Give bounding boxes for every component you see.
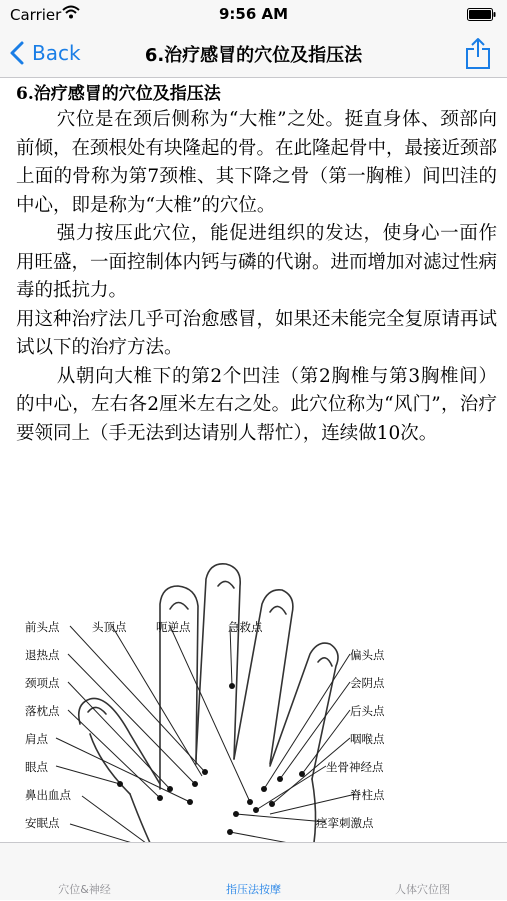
tab-label: 穴位&神经	[58, 883, 111, 896]
acupoint-label: 咽喉点	[350, 732, 385, 746]
status-bar	[0, 0, 507, 30]
acupoint-label: 急救点	[228, 620, 263, 634]
article-content[interactable]	[0, 78, 507, 842]
acupoint-label: 安眠点	[25, 816, 60, 830]
acupoint-label: 颈项点	[25, 676, 60, 690]
article-body	[0, 78, 507, 448]
tab-bar	[0, 842, 507, 900]
acupoint-label: 坐骨神经点	[326, 760, 384, 774]
page-title: 6.治疗感冒的穴位及指压法	[144, 45, 363, 66]
acupoint-label: 后头点	[350, 704, 385, 718]
acupoint-label: 鼻出血点	[25, 788, 71, 802]
acupoint-label: 脊柱点	[350, 788, 385, 802]
article-paragraph: 用这种治疗法几乎可治愈感冒，如果还未能完全复原请再试试以下的治疗方法。	[16, 308, 498, 358]
acupoint-label: 眼点	[25, 760, 48, 774]
acupoint-label: 偏头点	[350, 648, 385, 662]
acupoint-label: 肩点	[25, 732, 48, 746]
tab-label: 指压法按摩	[226, 883, 281, 896]
back-label: Back	[32, 41, 81, 65]
acupoint-label: 头顶点	[92, 620, 127, 634]
acupoint-label: 呃逆点	[156, 620, 191, 634]
acupoint-label: 会阴点	[350, 676, 385, 690]
hand-illustration	[20, 534, 400, 854]
tab-body-acupoint-chart[interactable]	[338, 843, 507, 901]
share-icon[interactable]	[465, 36, 491, 70]
tab-acupoints-nerves[interactable]	[0, 843, 169, 901]
battery-icon	[467, 8, 497, 21]
status-time: 9:56 AM	[218, 5, 289, 23]
acupoint-label: 前头点	[25, 620, 60, 634]
article-paragraph: 从朝向大椎下的第2个凹洼（第2胸椎与第3胸椎间）的中心，左右各2厘米左右之处。此穴位称为“风门”，治疗要领同上（手无法到达请别人帮忙），连续做10次。	[16, 365, 497, 444]
acupoint-label: 退热点	[25, 648, 60, 662]
tab-acupressure-massage[interactable]	[169, 843, 338, 901]
navigation-bar	[0, 30, 507, 78]
acupoint-label: 落枕点	[25, 704, 60, 718]
acupoint-label: 痉挛刺激点	[316, 816, 374, 830]
tab-label: 人体穴位图	[395, 883, 450, 896]
article-title: 6.治疗感冒的穴位及指压法	[16, 84, 221, 104]
carrier-label: Carrier	[10, 6, 62, 24]
hand-acupoint-diagram	[20, 534, 400, 854]
article-paragraph: 强力按压此穴位，能促进组织的发达，使身心一面作用旺盛，一面控制体内钙与磷的代谢。进而增加对滤过性病毒的抵抗力。	[16, 223, 498, 301]
article-paragraph: 穴位是在颈后侧称为“大椎”之处。挺直身体、颈部向前倾，在颈根处有块隆起的骨。在此隆起骨中，最接近颈部上面的骨称为第7颈椎、其下降之骨（第一胸椎）间凹洼的中心，即是称为“大椎”的穴位。	[16, 109, 498, 216]
